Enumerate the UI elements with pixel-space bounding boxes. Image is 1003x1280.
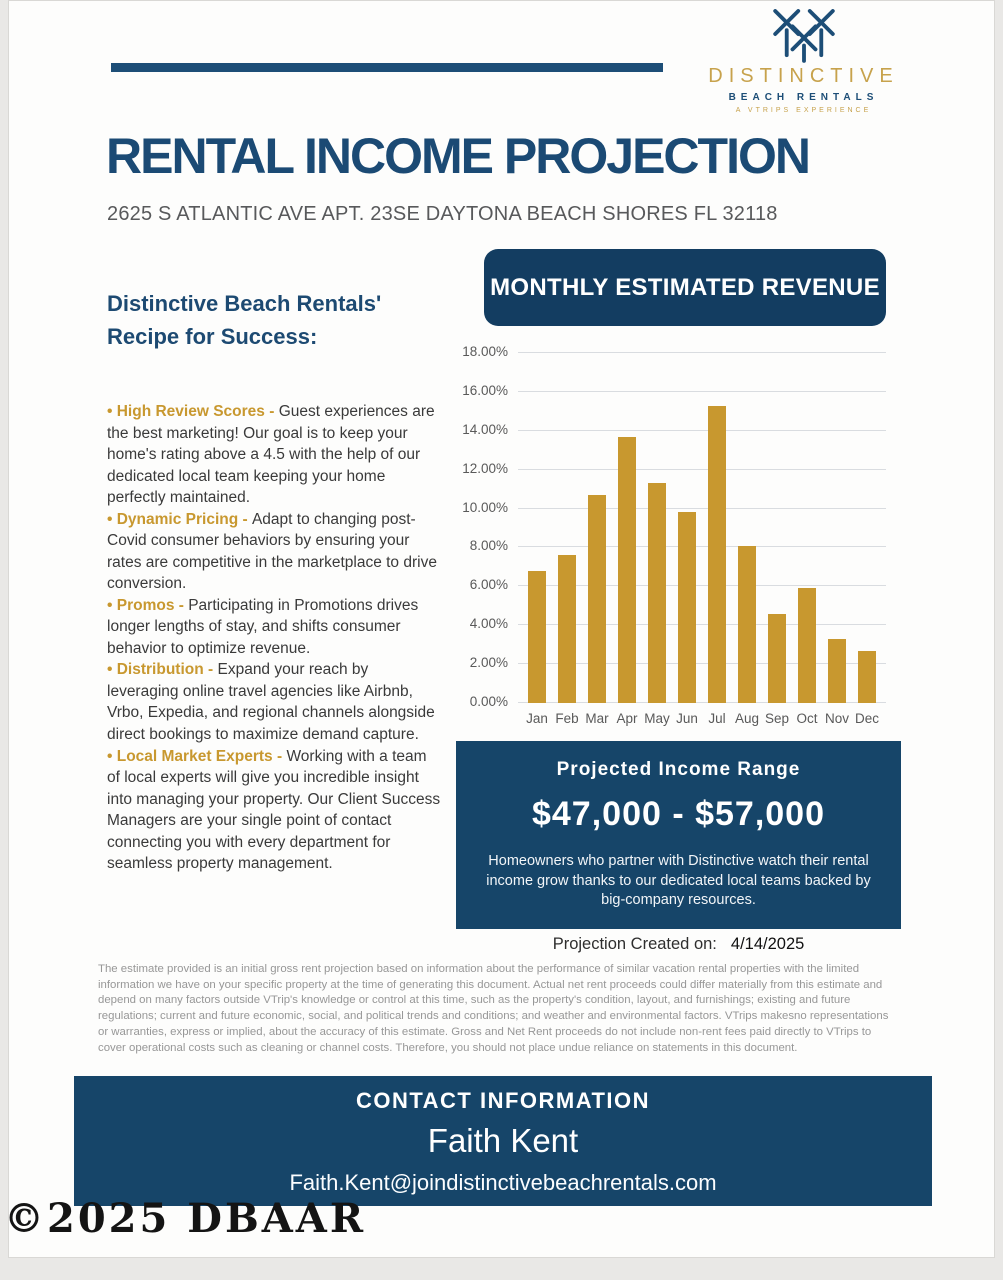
recipe-section [107,287,442,875]
y-axis-tick-label: 4.00% [469,616,508,632]
y-axis-tick-label: 12.00% [462,460,508,476]
bullet-lead: Dynamic Pricing - [116,510,252,528]
copyright-watermark: ©2025 DBAAR [4,1195,367,1242]
property-address: 2625 S ATLANTIC AVE APT. 23SE DAYTONA BEACH SHORES FL 32118 [107,203,778,225]
bullet-lead: Distribution - [116,661,218,679]
x-axis-tick-label: Apr [616,711,638,726]
x-axis-tick-label: Oct [796,711,818,726]
x-axis-tick-label: Feb [555,711,579,726]
y-axis-tick-label: 8.00% [469,538,508,554]
income-range-panel [456,741,901,929]
bar-jul [708,406,726,704]
bar-sep [768,614,786,703]
income-range-description: Homeowners who partner with Distinctive watch their rental income grow thanks to our dedicated local teams backed by big-company resources. [486,853,871,909]
y-axis-tick-label: 6.00% [469,577,508,593]
bar-cell-jan [522,353,552,703]
page-title: RENTAL INCOME PROJECTION [106,128,809,184]
projection-date-label: Projection Created on: [552,935,717,953]
chart-bars [518,353,886,703]
contact-panel [74,1076,932,1206]
y-axis-tick-label: 10.00% [462,499,508,515]
y-axis-tick-label: 14.00% [462,421,508,437]
y-axis-tick-label: 0.00% [469,694,508,709]
bar-cell-aug [732,353,762,703]
bullet-body: Working with a team of local experts will give you incredible insight into managing your property. Our Client Success Managers are your single point of contact connecting you with every department for seamless property management. [107,747,441,873]
bar-cell-feb [552,353,582,703]
x-axis-tick-label: Aug [734,711,760,726]
bullet-lead: Promos - [116,596,189,614]
x-axis-tick-label: May [644,711,670,726]
contact-email-link[interactable]: Faith.Kent@joindistinctivebeachrentals.com [289,1170,717,1195]
chart-title-banner [484,249,886,326]
x-axis-tick-label: Jan [526,711,548,726]
contact-name: Faith Kent [427,1122,579,1159]
bar-cell-oct [792,353,822,703]
header-divider-rule [111,63,663,72]
bar-oct [798,588,816,703]
list-item [107,659,442,745]
x-axis-tick-label: Dec [854,711,879,726]
income-range-heading: Projected Income Range [556,759,801,780]
recipe-list [107,401,442,875]
logo-tagline-text: A VTRIPS EXPERIENCE [735,107,872,114]
x-axis-tick-label: Mar [585,711,609,726]
list-item [107,595,442,660]
bar-nov [828,639,846,703]
logo-subtitle-text: BEACH RENTALS [728,92,879,103]
bar-cell-may [642,353,672,703]
x-axis-tick-label: Nov [824,711,849,726]
bullet-lead: High Review Scores - [116,403,279,420]
chart-x-axis-labels [518,711,886,726]
bar-cell-sep [762,353,792,703]
bar-may [648,483,666,703]
bar-cell-mar [582,353,612,703]
contact-heading: CONTACT INFORMATION [355,1088,651,1113]
bar-cell-jul [702,353,732,703]
y-axis-tick-label: 2.00% [469,655,508,671]
income-range-value: $47,000 - $57,000 [531,795,826,833]
list-item [107,509,442,595]
list-item [107,746,442,875]
document-page [8,0,995,1258]
bar-cell-dec [852,353,882,703]
bullet-body: Adapt to changing post-Covid consumer behaviors by ensuring your rates are competitive in the marketplace to drive conversion. [107,510,437,593]
chart-title: MONTHLY ESTIMATED REVENUE [490,273,880,301]
chart-plot [462,344,886,709]
projection-date-value: 4/14/2025 [730,935,805,953]
bar-jun [678,512,696,703]
bullet-lead: Local Market Experts - [116,747,287,765]
bar-dec [858,651,876,704]
y-axis-tick-label: 18.00% [462,344,508,359]
bullet-body: Expand your reach by leveraging online travel agencies like Airbnb, Vrbo, Expedia, and regional channels alongside direct bookings to maximize demand capture. [107,661,435,743]
x-axis-tick-label: Jul [708,711,726,726]
bar-apr [618,437,636,703]
y-axis-tick-label: 16.00% [462,382,508,398]
bar-mar [588,495,606,703]
x-axis-tick-label: Sep [764,711,790,726]
bar-jan [528,571,546,703]
projection-date-line [456,935,901,954]
bar-feb [558,555,576,703]
x-axis-tick-label: Jun [676,711,698,726]
bullet-body: Guest experiences are the best marketing! Our goal is to keep your home's rating above a 4.5 with the help of our dedicated local team keeping your home perfectly maintained. [107,403,435,507]
legal-disclaimer: The estimate provided is an initial gross rent projection based on information about the performance of similar vacation rental properties with the limited information we have on your specific property at the time of generating this document. Actual net rent proceeds could differ materially from this estimate and depend on many factors outside VTrip's knowledge or control at this time, such as the property's condition, layout, and furnishings; existing and future regulations; current and future economic, social, and political trends and conditions; and weather and environmental factors. VTrips makesno representations or warranties, express or implied, about the accuracy of this estimate. Gross and Net Rent proceeds do not include non-rent fees paid directly to VTrips to cover operational costs such as cleaning or channel costs. Therefore, you should not place undue reliance on statements in this document. [98,963,889,1054]
bar-cell-apr [612,353,642,703]
bar-aug [738,546,756,704]
bar-cell-jun [672,353,702,703]
logo-brand-text: DISTINCTIVE [708,65,899,87]
bar-cell-nov [822,353,852,703]
list-item [107,401,442,509]
company-logo [706,7,901,114]
recipe-heading: Distinctive Beach Rentals' Recipe for Success: [107,291,382,349]
bullet-body: Participating in Promotions drives longer lengths of stay, and shifts consumer behavior to optimize revenue. [107,596,419,657]
palm-trees-logo-icon [756,7,852,63]
